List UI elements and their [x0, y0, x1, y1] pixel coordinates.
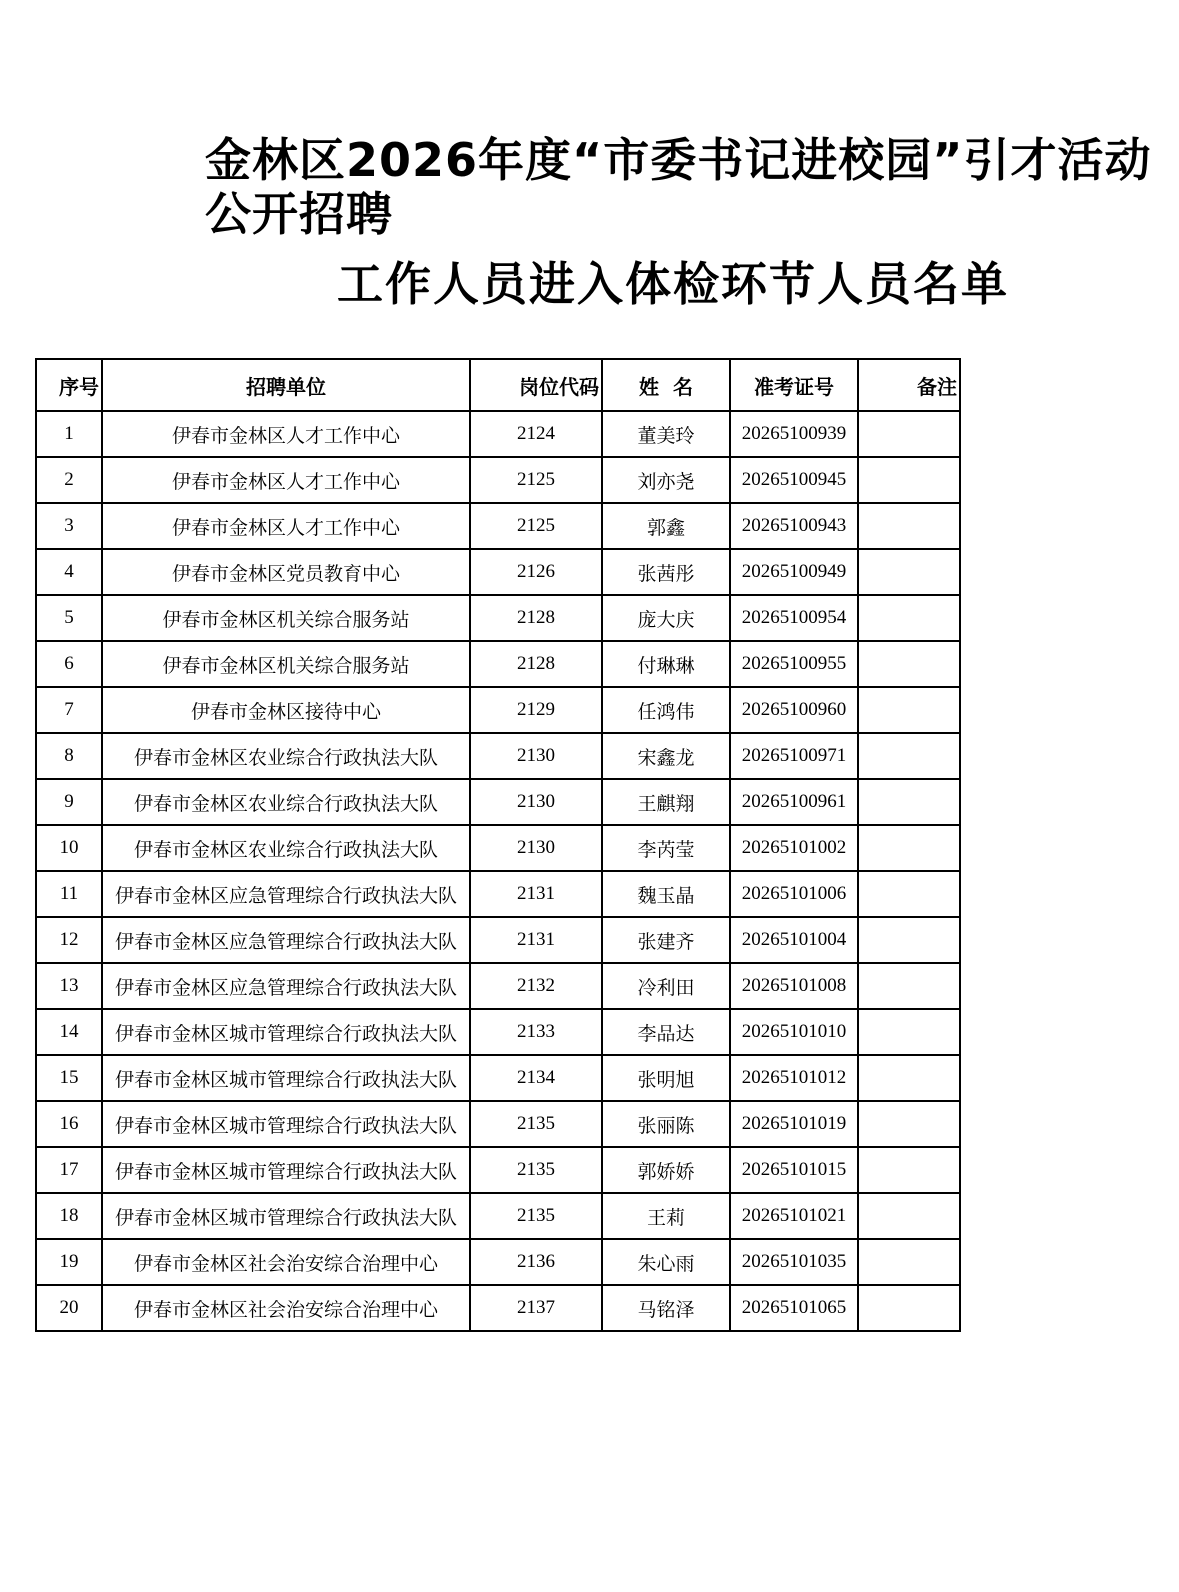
row-unit: 伊春市金林区社会治安综合治理中心	[102, 1239, 470, 1285]
row-name: 朱心雨	[602, 1239, 730, 1285]
table-row	[36, 733, 960, 779]
table-row	[36, 687, 960, 733]
header-exam-id: 准考证号	[730, 359, 858, 411]
row-position-code: 2135	[470, 1193, 602, 1239]
row-serial: 13	[36, 963, 102, 1009]
row-serial: 6	[36, 641, 102, 687]
row-serial: 7	[36, 687, 102, 733]
row-note	[858, 1239, 960, 1285]
row-serial: 20	[36, 1285, 102, 1331]
title-line-3: 工作人员进入体检环节人员名单	[337, 257, 1009, 311]
header-unit: 招聘单位	[102, 359, 470, 411]
row-unit: 伊春市金林区应急管理综合行政执法大队	[102, 871, 470, 917]
row-position-code: 2135	[470, 1147, 602, 1193]
table-row	[36, 779, 960, 825]
row-note	[858, 595, 960, 641]
row-unit: 伊春市金林区农业综合行政执法大队	[102, 779, 470, 825]
row-exam-id: 20265101015	[730, 1147, 858, 1193]
table-row	[36, 411, 960, 457]
row-serial: 11	[36, 871, 102, 917]
row-unit: 伊春市金林区机关综合服务站	[102, 595, 470, 641]
table-row	[36, 1285, 960, 1331]
row-serial: 9	[36, 779, 102, 825]
row-unit: 伊春市金林区接待中心	[102, 687, 470, 733]
row-unit: 伊春市金林区应急管理综合行政执法大队	[102, 917, 470, 963]
row-position-code: 2125	[470, 503, 602, 549]
row-exam-id: 20265101008	[730, 963, 858, 1009]
header-serial: 序号	[36, 359, 102, 411]
row-serial: 2	[36, 457, 102, 503]
row-name: 付琳琳	[602, 641, 730, 687]
row-unit: 伊春市金林区城市管理综合行政执法大队	[102, 1193, 470, 1239]
table-header-row	[36, 359, 960, 411]
row-name: 宋鑫龙	[602, 733, 730, 779]
row-position-code: 2126	[470, 549, 602, 595]
table-row	[36, 963, 960, 1009]
table-row	[36, 595, 960, 641]
table-row	[36, 825, 960, 871]
row-note	[858, 411, 960, 457]
row-note	[858, 733, 960, 779]
row-serial: 14	[36, 1009, 102, 1055]
row-note	[858, 1285, 960, 1331]
row-note	[858, 503, 960, 549]
row-serial: 17	[36, 1147, 102, 1193]
header-note: 备注	[858, 359, 960, 411]
row-position-code: 2136	[470, 1239, 602, 1285]
row-exam-id: 20265100954	[730, 595, 858, 641]
row-serial: 16	[36, 1101, 102, 1147]
row-serial: 10	[36, 825, 102, 871]
row-name: 张明旭	[602, 1055, 730, 1101]
row-exam-id: 20265100945	[730, 457, 858, 503]
row-note	[858, 917, 960, 963]
row-note	[858, 825, 960, 871]
row-exam-id: 20265101012	[730, 1055, 858, 1101]
row-note	[858, 1055, 960, 1101]
row-exam-id: 20265101004	[730, 917, 858, 963]
row-serial: 4	[36, 549, 102, 595]
row-exam-id: 20265100949	[730, 549, 858, 595]
row-name: 庞大庆	[602, 595, 730, 641]
header-position-code: 岗位代码	[470, 359, 602, 411]
row-position-code: 2128	[470, 641, 602, 687]
row-exam-id: 20265101010	[730, 1009, 858, 1055]
table-row	[36, 1101, 960, 1147]
table-row	[36, 917, 960, 963]
row-position-code: 2132	[470, 963, 602, 1009]
candidate-table	[35, 358, 961, 1332]
table-body	[36, 411, 960, 1331]
row-name: 刘亦尧	[602, 457, 730, 503]
table-row	[36, 503, 960, 549]
row-serial: 5	[36, 595, 102, 641]
row-note	[858, 687, 960, 733]
row-name: 李芮莹	[602, 825, 730, 871]
row-position-code: 2130	[470, 825, 602, 871]
table-row	[36, 871, 960, 917]
row-exam-id: 20265100955	[730, 641, 858, 687]
row-unit: 伊春市金林区农业综合行政执法大队	[102, 825, 470, 871]
row-position-code: 2133	[470, 1009, 602, 1055]
table-row	[36, 549, 960, 595]
row-position-code: 2128	[470, 595, 602, 641]
row-exam-id: 20265101021	[730, 1193, 858, 1239]
row-exam-id: 20265100961	[730, 779, 858, 825]
row-name: 王莉	[602, 1193, 730, 1239]
row-unit: 伊春市金林区城市管理综合行政执法大队	[102, 1009, 470, 1055]
row-note	[858, 871, 960, 917]
row-note	[858, 641, 960, 687]
row-unit: 伊春市金林区党员教育中心	[102, 549, 470, 595]
row-serial: 8	[36, 733, 102, 779]
row-position-code: 2137	[470, 1285, 602, 1331]
row-unit: 伊春市金林区城市管理综合行政执法大队	[102, 1147, 470, 1193]
row-position-code: 2131	[470, 871, 602, 917]
row-serial: 15	[36, 1055, 102, 1101]
row-serial: 19	[36, 1239, 102, 1285]
row-unit: 伊春市金林区农业综合行政执法大队	[102, 733, 470, 779]
row-name: 李品达	[602, 1009, 730, 1055]
row-name: 郭鑫	[602, 503, 730, 549]
row-position-code: 2130	[470, 779, 602, 825]
row-name: 任鸿伟	[602, 687, 730, 733]
row-note	[858, 779, 960, 825]
table-row	[36, 1193, 960, 1239]
row-position-code: 2135	[470, 1101, 602, 1147]
table-row	[36, 1239, 960, 1285]
row-unit: 伊春市金林区城市管理综合行政执法大队	[102, 1055, 470, 1101]
row-serial: 3	[36, 503, 102, 549]
row-name: 王麒翔	[602, 779, 730, 825]
row-exam-id: 20265101006	[730, 871, 858, 917]
row-unit: 伊春市金林区机关综合服务站	[102, 641, 470, 687]
row-note	[858, 1101, 960, 1147]
row-position-code: 2125	[470, 457, 602, 503]
row-exam-id: 20265101002	[730, 825, 858, 871]
row-note	[858, 963, 960, 1009]
row-position-code: 2129	[470, 687, 602, 733]
row-position-code: 2130	[470, 733, 602, 779]
row-exam-id: 20265100943	[730, 503, 858, 549]
title-line-1: 金林区2026年度“市委书记进校园”引才活动	[205, 134, 1152, 186]
row-unit: 伊春市金林区人才工作中心	[102, 457, 470, 503]
table-row	[36, 641, 960, 687]
row-exam-id: 20265100960	[730, 687, 858, 733]
row-unit: 伊春市金林区人才工作中心	[102, 503, 470, 549]
row-exam-id: 20265100939	[730, 411, 858, 457]
row-name: 张丽陈	[602, 1101, 730, 1147]
header-name: 姓 名	[602, 359, 730, 411]
row-unit: 伊春市金林区社会治安综合治理中心	[102, 1285, 470, 1331]
title-line-2: 公开招聘	[205, 187, 393, 241]
row-unit: 伊春市金林区人才工作中心	[102, 411, 470, 457]
row-position-code: 2131	[470, 917, 602, 963]
row-name: 郭娇娇	[602, 1147, 730, 1193]
row-exam-id: 20265100971	[730, 733, 858, 779]
row-serial: 12	[36, 917, 102, 963]
row-exam-id: 20265101065	[730, 1285, 858, 1331]
row-name: 魏玉晶	[602, 871, 730, 917]
row-unit: 伊春市金林区城市管理综合行政执法大队	[102, 1101, 470, 1147]
row-serial: 1	[36, 411, 102, 457]
row-exam-id: 20265101035	[730, 1239, 858, 1285]
row-exam-id: 20265101019	[730, 1101, 858, 1147]
table-row	[36, 1009, 960, 1055]
row-note	[858, 1009, 960, 1055]
row-name: 马铭泽	[602, 1285, 730, 1331]
row-name: 张茜彤	[602, 549, 730, 595]
row-position-code: 2124	[470, 411, 602, 457]
row-name: 张建齐	[602, 917, 730, 963]
row-serial: 18	[36, 1193, 102, 1239]
row-note	[858, 549, 960, 595]
row-unit: 伊春市金林区应急管理综合行政执法大队	[102, 963, 470, 1009]
row-note	[858, 1193, 960, 1239]
row-position-code: 2134	[470, 1055, 602, 1101]
row-name: 冷利田	[602, 963, 730, 1009]
table-row	[36, 457, 960, 503]
table-row	[36, 1055, 960, 1101]
table-row	[36, 1147, 960, 1193]
row-note	[858, 1147, 960, 1193]
row-note	[858, 457, 960, 503]
row-name: 董美玲	[602, 411, 730, 457]
